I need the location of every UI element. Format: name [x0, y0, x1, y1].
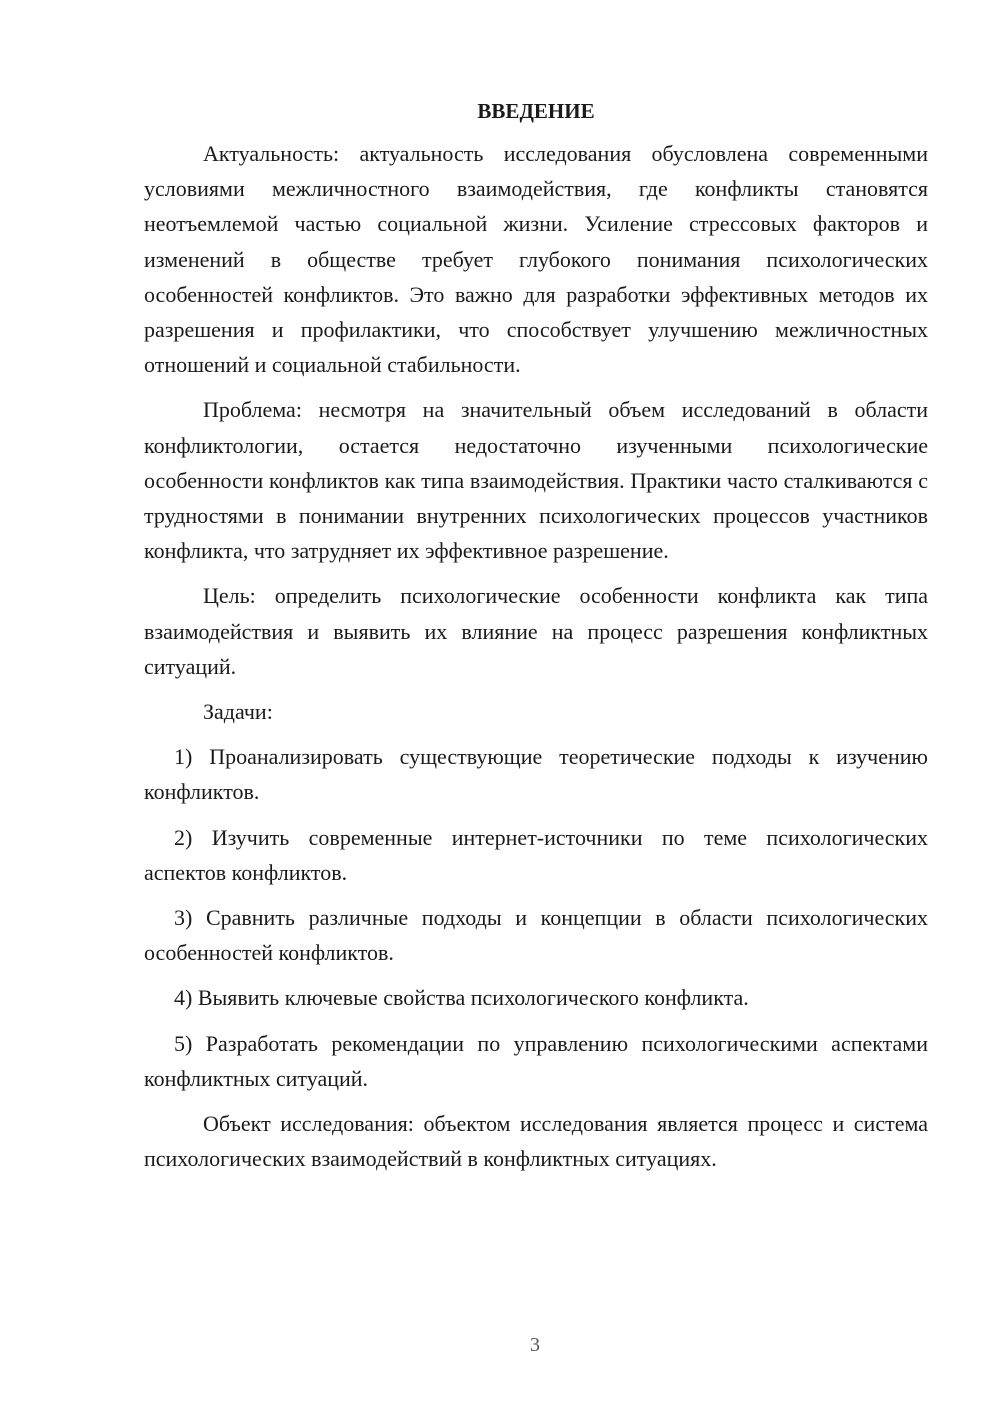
paragraph-text: актуальность исследования обусловлена современными условиями межличностного взаимодействия, где конфликты становятся неотъемлемой частью социальной жизни. Усиление стрессовых факторов и изменений в обществе требует глубокого понимания психологических особенностей конфликтов. Это важно для разработки эффективных методов их разрешения и профилактики, что способствует улучшению межличностных отношений и социальной стабильности. — [144, 141, 928, 378]
paragraph-text: объектом исследования является процесс и система психологических взаимодействий в конфликтных ситуациях. — [144, 1111, 929, 1172]
paragraph-goal — [144, 578, 928, 684]
task-item-1: 1) Проанализировать существующие теоретические подходы к изучению конфликтов. — [144, 744, 928, 805]
paragraph-label: Цель: — [203, 583, 256, 609]
paragraph-text: определить психологические особенности конфликта как типа взаимодействия и выявить их влияние на процесс разрешения конфликтных ситуаций. — [144, 583, 929, 679]
paragraph-problem — [144, 392, 928, 568]
page-number: 3 — [530, 1334, 540, 1356]
task-item-2: 2) Изучить современные интернет-источники по теме психологических аспектов конфликтов. — [144, 824, 928, 885]
paragraph-object — [144, 1106, 928, 1176]
paragraph-relevance — [144, 136, 928, 382]
task-item-3: 3) Сравнить различные подходы и концепции в области психологических особенностей конфликтов. — [144, 905, 928, 966]
tasks-heading: Задачи: — [203, 699, 273, 725]
task-item-4: 4) Выявить ключевые свойства психологического конфликта. — [174, 985, 749, 1011]
section-title: ВВЕДЕНИЕ — [477, 99, 595, 123]
paragraph-label: Проблема: — [203, 397, 302, 423]
paragraph-label: Актуальность: — [203, 141, 340, 166]
task-item-5: 5) Разработать рекомендации по управлению психологическими аспектами конфликтных ситуаций. — [144, 1030, 928, 1091]
paragraph-text: несмотря на значительный объем исследований в области конфликтологии, остается недостаточно изученными психологические особенности конфликтов как типа взаимодействия. Практики часто сталкиваются с трудностями в понимании внутренних психологических процессов участников конфликта, что затрудняет их эффективное разрешение. — [144, 397, 928, 564]
paragraph-label: Объект исследования: — [203, 1111, 414, 1137]
document-body — [144, 96, 928, 1186]
